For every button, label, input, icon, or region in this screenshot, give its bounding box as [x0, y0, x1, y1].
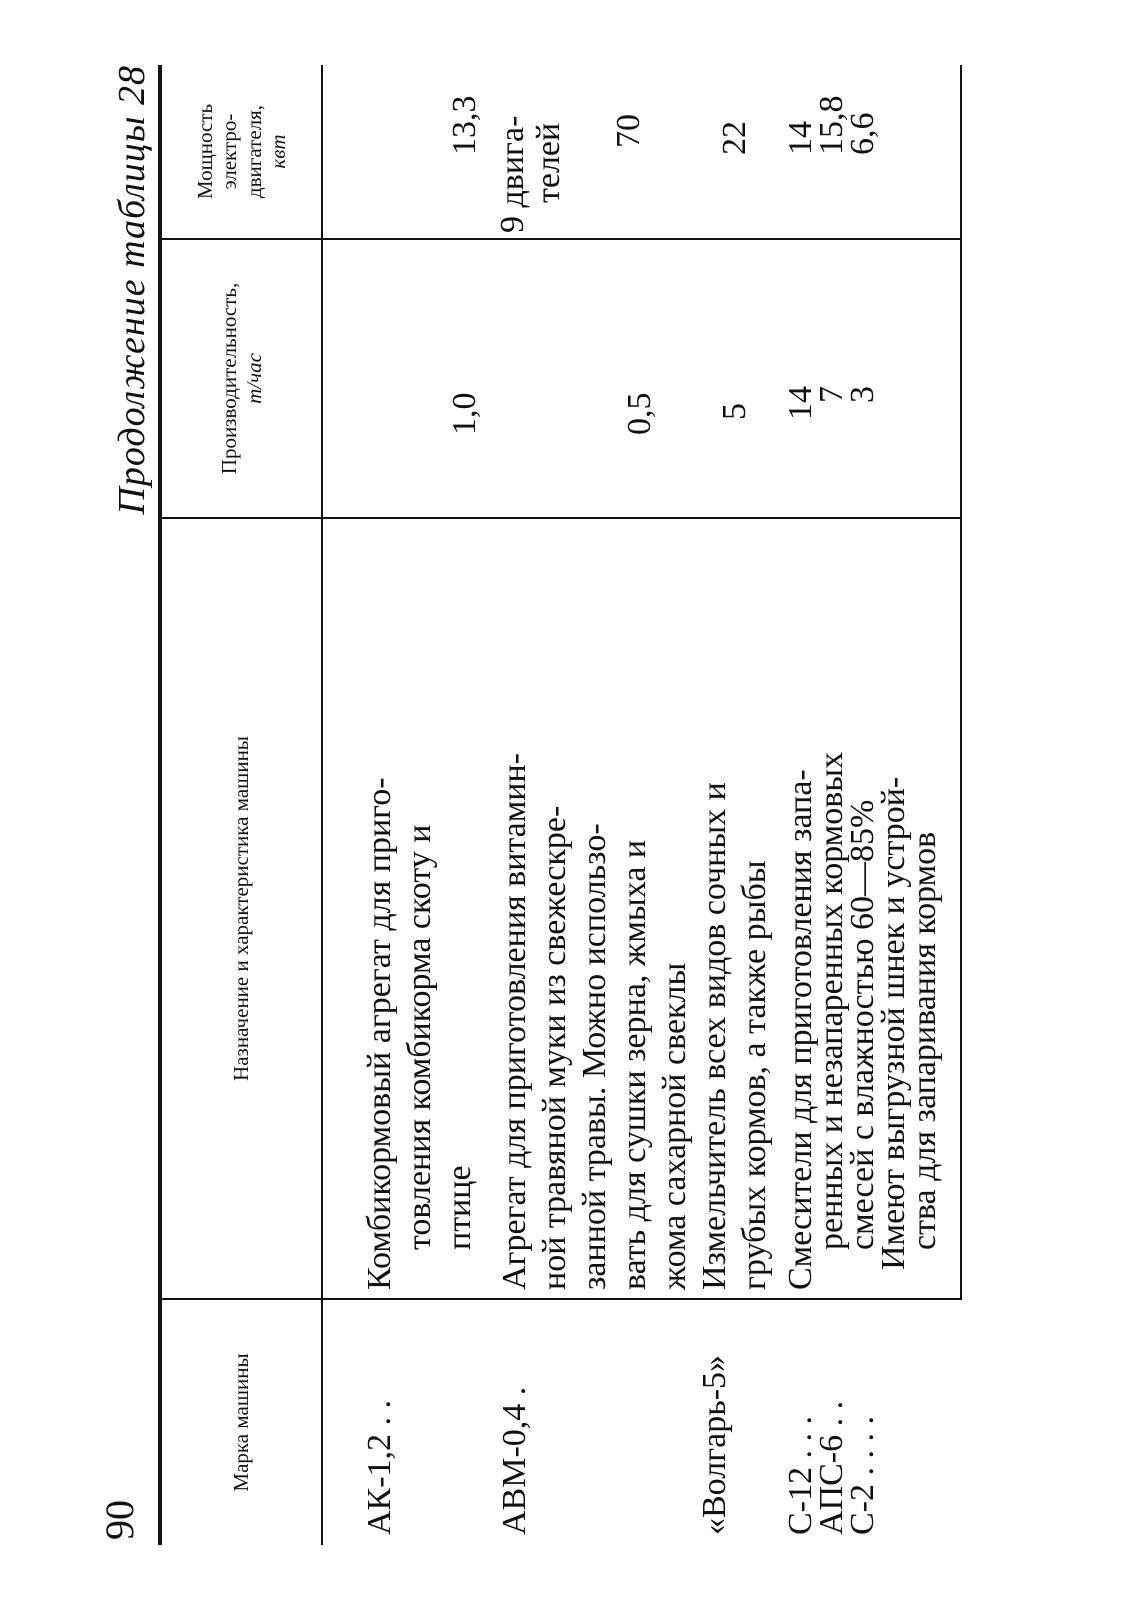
row-3-capacity: [715, 403, 755, 420]
purpose-line: вать для сушки зерна, жмыха и: [616, 839, 653, 1290]
capacity-value: 7: [813, 386, 850, 403]
row-2-power: [495, 114, 647, 233]
page-number: 90: [97, 1500, 142, 1540]
purpose-line: занной травы. Можно использо-: [576, 823, 613, 1290]
power-value: 22: [716, 121, 753, 155]
row-4-brand: [782, 1305, 881, 1535]
brand-line: С-2 . . . .: [844, 1416, 881, 1535]
purpose-line: Имеют выгрузной шнек и устрой-: [875, 776, 912, 1270]
row-4-power: [782, 95, 881, 156]
power-note: телей: [530, 122, 567, 203]
row-3-brand: [695, 1305, 735, 1535]
row-2-brand: [495, 1305, 535, 1535]
purpose-line: Смесители для приготовления запа-: [782, 769, 819, 1290]
row-1-power: [445, 96, 485, 156]
purpose-line: смесей с влажностью 60—85%: [844, 799, 881, 1250]
power-value: 14: [782, 121, 819, 155]
brand-line: АПС-6 . .: [813, 1400, 850, 1535]
purpose-line: Измельчитель всех видов сочных и: [696, 782, 733, 1290]
row-3-power: [715, 121, 755, 155]
capacity-value: 5: [716, 403, 753, 420]
purpose-line: ной травяной муки из свежескре-: [536, 805, 573, 1290]
brand-line: «Волгарь-5»: [696, 1354, 733, 1535]
row-2-capacity: [620, 393, 660, 436]
brand-line: С-12 . . .: [782, 1416, 819, 1535]
purpose-line: товления комбикорма скоту и: [401, 824, 438, 1250]
header-capacity-label: Производительность,: [217, 282, 242, 475]
purpose-line: Агрегат для приготовления витамин-: [496, 753, 533, 1290]
header-capacity: [162, 240, 321, 517]
purpose-line: птице: [441, 1165, 478, 1250]
row-1-capacity: [445, 393, 485, 436]
purpose-line: ства для запаривания кормов: [906, 831, 943, 1250]
purpose-line: Комбикормовый агрегат для приго-: [361, 777, 398, 1290]
purpose-line: грубых кормов, а также рыбы: [736, 860, 773, 1290]
header-power: [162, 65, 321, 238]
row-4-purpose: [782, 530, 943, 1290]
capacity-value: 3: [844, 386, 881, 403]
power-value: 13,3: [446, 95, 483, 155]
capacity-value: 14: [782, 386, 819, 420]
power-value: 15,8: [813, 95, 850, 155]
power-value: 70: [610, 114, 647, 148]
row-3-purpose: [695, 530, 775, 1290]
header-purpose: Назначение и характеристика машины: [229, 736, 254, 1081]
brand-line: АВМ-0,4 .: [496, 1386, 533, 1535]
power-note: 9 двига-: [494, 115, 531, 233]
header-power-label: Мощность электро-двигателя,: [193, 103, 266, 200]
capacity-value: 0,5: [621, 392, 658, 435]
row-2-purpose: [495, 530, 695, 1290]
header-bottom-rule: [321, 65, 323, 1545]
header-brand: Марка машины: [229, 1353, 254, 1492]
row-1-purpose: [360, 530, 480, 1290]
power-value: 6,6: [844, 112, 881, 155]
row-4-capacity: [782, 386, 881, 420]
table-bottom-rule: [960, 65, 962, 1300]
purpose-line: жома сахарной свеклы: [656, 962, 693, 1290]
capacity-value: 1,0: [446, 392, 483, 435]
header-capacity-unit: т/час: [241, 353, 266, 404]
rotated-page: [100, 65, 1100, 1545]
purpose-line: ренных и незапаренных кормовых: [813, 751, 850, 1250]
row-1-brand: [360, 1305, 400, 1535]
header-power-unit: квт: [265, 134, 290, 169]
table-title: Продолжение таблицы 28: [111, 65, 153, 515]
brand-line: АК-1,2 . .: [361, 1399, 398, 1535]
